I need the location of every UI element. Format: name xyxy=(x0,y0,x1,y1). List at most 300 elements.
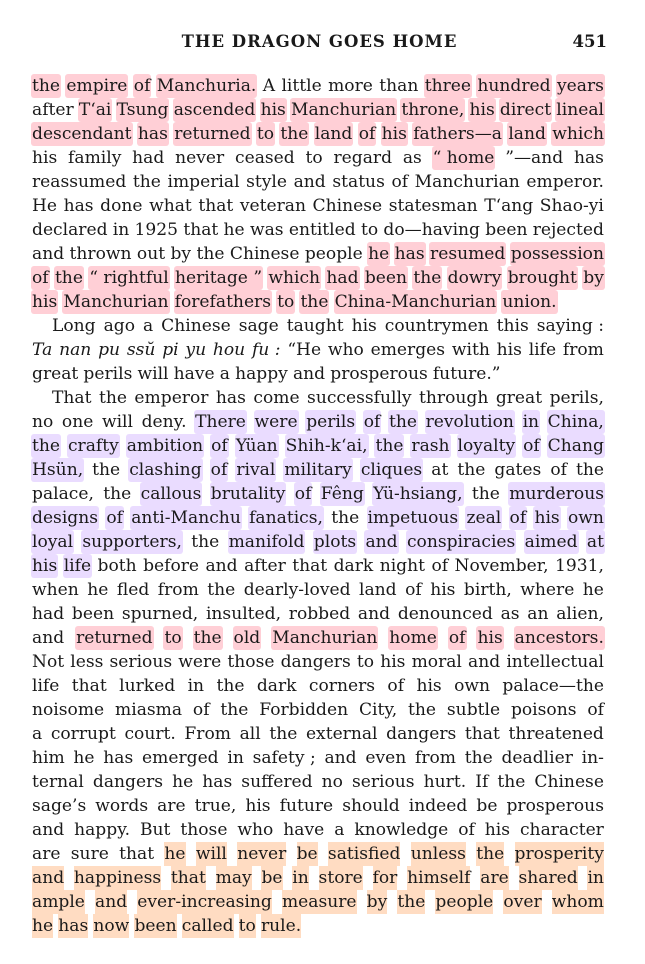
highlighted-word: loyalty xyxy=(457,436,516,456)
highlighted-word: forefathers xyxy=(174,292,272,312)
word: sage’s xyxy=(32,796,87,816)
highlighted-word: his xyxy=(381,124,407,144)
highlighted-word: store xyxy=(318,868,363,888)
text-line xyxy=(32,194,604,218)
word: spurned, xyxy=(121,604,199,624)
highlighted-word: Manchurian xyxy=(291,100,397,120)
highlighted-word: descendant xyxy=(32,124,132,144)
word: ceased xyxy=(235,148,295,168)
word: his xyxy=(32,148,58,168)
highlighted-word: whom xyxy=(551,892,604,912)
word: Chinese xyxy=(229,244,300,264)
text-line xyxy=(32,842,604,866)
highlighted-word: been xyxy=(364,268,408,288)
highlighted-word: prosperity xyxy=(514,844,604,864)
highlighted-word: lineal xyxy=(556,100,604,120)
word: and xyxy=(32,820,65,840)
word: palace—the xyxy=(502,676,604,696)
text-line xyxy=(32,146,604,170)
text-line xyxy=(32,170,604,194)
highlighted-word: conspiracies xyxy=(406,532,516,552)
word: imperial xyxy=(167,172,240,192)
word: Ta xyxy=(32,340,53,360)
word: and xyxy=(293,172,326,192)
text-line xyxy=(32,458,604,482)
word: That xyxy=(52,388,92,408)
highlighted-word: ever-increasing xyxy=(137,892,272,912)
highlighted-word: of xyxy=(523,436,540,456)
word: after xyxy=(244,556,286,576)
word: all xyxy=(239,724,261,744)
highlighted-word: be xyxy=(296,844,318,864)
word: emperor. xyxy=(526,172,604,192)
word: happy xyxy=(235,364,288,384)
word: City, xyxy=(358,700,398,720)
word: as xyxy=(402,148,422,168)
word: that xyxy=(292,556,328,576)
word: T‘ang xyxy=(484,196,534,216)
word: words xyxy=(95,796,149,816)
body-text xyxy=(32,74,604,938)
word: future.” xyxy=(432,364,501,384)
highlighted-word: home xyxy=(389,628,437,648)
highlighted-word: Hsün, xyxy=(32,460,84,480)
word: ssŭ xyxy=(126,340,156,360)
word: both xyxy=(97,556,137,576)
word: the xyxy=(216,676,245,696)
highlighted-word: empire xyxy=(66,76,128,96)
text-line xyxy=(32,362,604,386)
word: the xyxy=(457,460,486,480)
highlighted-word: of xyxy=(294,484,312,504)
highlighted-word: supporters, xyxy=(82,532,182,552)
highlighted-word: and xyxy=(365,532,398,552)
word: birth, xyxy=(463,580,512,600)
word: out xyxy=(136,244,166,264)
word: pu xyxy=(98,340,121,360)
highlighted-word: resumed xyxy=(430,244,506,264)
word: happy. xyxy=(74,820,131,840)
highlighted-word: in xyxy=(587,868,604,888)
highlighted-word: perils xyxy=(306,412,356,432)
word: are xyxy=(157,796,186,816)
highlighted-word: Fêng xyxy=(320,484,364,504)
word: was xyxy=(249,220,284,240)
word: taught xyxy=(286,316,344,336)
highlighted-word: are xyxy=(480,868,509,888)
word: rejected xyxy=(532,220,604,240)
word: where xyxy=(520,580,575,600)
word: the xyxy=(132,172,161,192)
word: of xyxy=(192,700,210,720)
highlighted-word: to xyxy=(277,292,295,312)
word: suffered xyxy=(241,772,313,792)
word: those xyxy=(227,652,275,672)
word: prosperous xyxy=(330,364,428,384)
word: this xyxy=(496,316,529,336)
word: poisons xyxy=(510,700,577,720)
word: serious xyxy=(351,772,415,792)
highlighted-word: his xyxy=(534,508,560,528)
highlighted-word: fanatics, xyxy=(249,508,323,528)
word: He xyxy=(32,196,58,216)
word: saying : xyxy=(536,316,604,336)
word: who xyxy=(237,820,274,840)
word: If xyxy=(475,772,489,792)
highlighted-word: ambition xyxy=(126,436,204,456)
word: moral xyxy=(411,652,462,672)
word: in xyxy=(187,676,205,696)
word: the xyxy=(408,700,437,720)
running-title: THE DRAGON GOES HOME xyxy=(181,32,458,51)
highlighted-word: to xyxy=(164,628,182,648)
highlighted-word: and xyxy=(95,892,128,912)
word: he xyxy=(87,580,109,600)
highlighted-word: will xyxy=(195,844,227,864)
page-header xyxy=(32,28,607,60)
word: deadlier xyxy=(501,748,573,768)
highlighted-word: of xyxy=(133,76,151,96)
highlighted-word: ample xyxy=(32,892,85,912)
word: are xyxy=(32,844,61,864)
word: lurked xyxy=(119,676,176,696)
highlighted-word: of xyxy=(211,436,228,456)
word: 1931, xyxy=(554,556,604,576)
word: prosperous xyxy=(506,796,604,816)
word: perils, xyxy=(549,388,604,408)
highlighted-word: crafty xyxy=(67,436,119,456)
highlighted-word: his xyxy=(32,292,58,312)
highlighted-word: been xyxy=(134,916,177,936)
text-line xyxy=(32,890,604,914)
highlighted-word: land xyxy=(314,124,353,144)
highlighted-word: three xyxy=(424,76,472,96)
word: and xyxy=(32,244,65,264)
text-line xyxy=(32,482,604,506)
text-line xyxy=(32,314,604,338)
highlighted-word: callous xyxy=(140,484,202,504)
highlighted-word: the xyxy=(413,268,442,288)
text-line xyxy=(32,650,604,674)
highlighted-word: the xyxy=(476,844,505,864)
word: the xyxy=(575,460,604,480)
word: and xyxy=(32,628,65,648)
highlighted-word: life xyxy=(63,556,92,576)
word: has xyxy=(103,748,134,768)
word: a xyxy=(142,316,154,336)
word: yu xyxy=(185,340,207,360)
highlighted-word: the xyxy=(280,124,309,144)
highlighted-word: he xyxy=(32,916,54,936)
word: the xyxy=(497,772,526,792)
word: the xyxy=(98,388,127,408)
text-line xyxy=(32,218,604,242)
word: November, xyxy=(454,556,549,576)
word: that xyxy=(183,220,219,240)
word: status xyxy=(332,172,385,192)
word: Not xyxy=(32,652,65,672)
highlighted-word: people xyxy=(435,892,494,912)
highlighted-word: union. xyxy=(502,292,557,312)
word: and xyxy=(324,748,357,768)
word: should xyxy=(342,796,400,816)
word: the xyxy=(464,748,493,768)
highlighted-word: rival xyxy=(236,460,276,480)
highlighted-word: called xyxy=(181,916,234,936)
highlighted-word: clashing xyxy=(129,460,202,480)
word: veteran xyxy=(239,196,306,216)
highlighted-word: own xyxy=(567,508,604,528)
highlighted-word: by xyxy=(583,268,604,288)
highlighted-word: land xyxy=(508,124,546,144)
highlighted-word: and xyxy=(32,868,65,888)
highlighted-word: the xyxy=(388,412,417,432)
word: nan xyxy=(59,340,92,360)
text-line xyxy=(32,578,604,602)
word: that xyxy=(198,196,234,216)
word: night xyxy=(379,556,425,576)
word: has xyxy=(202,772,233,792)
highlighted-word: to xyxy=(256,124,275,144)
highlighted-word: China, xyxy=(547,412,604,432)
highlighted-word: which xyxy=(268,268,321,288)
word: never xyxy=(175,148,225,168)
word: dark xyxy=(256,676,297,696)
word: successfully xyxy=(307,388,412,408)
word: and xyxy=(357,604,391,624)
text-line xyxy=(32,410,604,434)
highlighted-word: dowry xyxy=(447,268,502,288)
word: before xyxy=(143,556,200,576)
text-line xyxy=(32,674,604,698)
word: land xyxy=(359,580,397,600)
word: “He xyxy=(287,340,322,360)
highlighted-word: Yü-hsiang, xyxy=(373,484,463,504)
highlighted-word: measure xyxy=(281,892,357,912)
word: the xyxy=(331,508,360,528)
word: be xyxy=(476,796,498,816)
highlighted-word: of xyxy=(106,508,123,528)
highlighted-word: has xyxy=(394,244,425,264)
word: dearly-loved xyxy=(243,580,351,600)
word: and xyxy=(205,556,238,576)
highlighted-word: There xyxy=(195,412,246,432)
word: corrupt xyxy=(50,724,116,744)
word: people xyxy=(304,244,363,264)
highlighted-word: anti-Manchu xyxy=(131,508,241,528)
text-line xyxy=(32,770,604,794)
highlighted-word: “ home xyxy=(432,148,495,168)
highlighted-word: brought xyxy=(507,268,577,288)
word: had xyxy=(132,148,165,168)
highlighted-word: his xyxy=(469,100,495,120)
word: dangers xyxy=(386,724,457,744)
highlighted-word: in xyxy=(522,412,540,432)
word: his xyxy=(430,580,456,600)
word: Chinese xyxy=(161,316,231,336)
text-line xyxy=(32,530,604,554)
word: what xyxy=(149,196,192,216)
word: of xyxy=(405,580,422,600)
word: the xyxy=(191,532,220,552)
word: will xyxy=(101,412,133,432)
word: to xyxy=(360,220,379,240)
word: in xyxy=(112,220,130,240)
highlighted-word: to xyxy=(238,916,256,936)
word: thrown xyxy=(69,244,132,264)
word: hurt. xyxy=(423,772,467,792)
word: reassumed xyxy=(32,172,127,192)
word: no xyxy=(321,772,343,792)
word: the xyxy=(471,484,500,504)
word: were xyxy=(178,652,222,672)
highlighted-word: by xyxy=(366,892,388,912)
text-line xyxy=(32,722,604,746)
word: Long xyxy=(52,316,96,336)
text-line xyxy=(32,626,604,650)
word: hou xyxy=(212,340,246,360)
word: style xyxy=(246,172,288,192)
word: character xyxy=(519,820,604,840)
highlighted-word: military xyxy=(284,460,352,480)
highlighted-word: satisfied xyxy=(327,844,401,864)
highlighted-word: at xyxy=(586,532,604,552)
highlighted-word: loyal xyxy=(32,532,74,552)
highlighted-word: ascended xyxy=(173,100,256,120)
word: true, xyxy=(194,796,237,816)
highlighted-word: fathers—a xyxy=(413,124,502,144)
word: and xyxy=(468,652,501,672)
highlighted-word: Manchuria. xyxy=(156,76,257,96)
word: done xyxy=(100,196,143,216)
highlighted-word: impetuous xyxy=(367,508,459,528)
word: declared xyxy=(32,220,108,240)
word: sage xyxy=(238,316,279,336)
word: of xyxy=(587,700,604,720)
word: dangers xyxy=(280,652,351,672)
word: Forbidden xyxy=(259,700,349,720)
highlighted-word: of xyxy=(448,628,466,648)
highlighted-word: has xyxy=(58,916,89,936)
word: have xyxy=(173,364,215,384)
highlighted-word: in xyxy=(292,868,309,888)
highlighted-word: of xyxy=(32,268,49,288)
highlighted-word: that xyxy=(170,868,206,888)
word: little xyxy=(281,76,322,96)
text-line xyxy=(32,74,604,98)
word: robbed xyxy=(288,604,351,624)
word: those xyxy=(180,820,228,840)
highlighted-word: old xyxy=(233,628,261,648)
word: noisome xyxy=(32,700,105,720)
word: his xyxy=(380,652,406,672)
word: been xyxy=(71,604,115,624)
word: knowledge xyxy=(354,820,449,840)
highlighted-word: T‘ai xyxy=(78,100,112,120)
text-line xyxy=(32,602,604,626)
word: intellectual xyxy=(506,652,604,672)
word: after xyxy=(32,100,74,120)
highlighted-word: designs xyxy=(32,508,99,528)
highlighted-word: direct xyxy=(499,100,552,120)
highlighted-word: of xyxy=(363,412,381,432)
word: palace, xyxy=(32,484,94,504)
word: future xyxy=(279,796,334,816)
word: the xyxy=(220,700,249,720)
text-line xyxy=(32,242,604,266)
word: has xyxy=(573,148,604,168)
word: Chinese xyxy=(312,196,383,216)
highlighted-word: now xyxy=(93,916,130,936)
word: emperor xyxy=(134,388,209,408)
word: But xyxy=(139,820,171,840)
highlighted-word: Chang xyxy=(547,436,604,456)
word: the xyxy=(92,460,121,480)
text-line xyxy=(32,434,604,458)
highlighted-word: possession xyxy=(510,244,604,264)
word: a xyxy=(219,364,230,384)
word: ago xyxy=(103,316,136,336)
highlighted-word: throne, xyxy=(401,100,465,120)
word: denounced xyxy=(397,604,493,624)
highlighted-word: rule. xyxy=(260,916,302,936)
highlighted-word: of xyxy=(509,508,527,528)
highlighted-word: his xyxy=(477,628,503,648)
word: no xyxy=(32,412,54,432)
word: that xyxy=(464,724,500,744)
highlighted-word: of xyxy=(210,460,228,480)
word: great xyxy=(32,364,79,384)
text-line xyxy=(32,266,604,290)
word: have xyxy=(283,820,325,840)
highlighted-word: the xyxy=(375,436,404,456)
word: insulted, xyxy=(205,604,282,624)
highlighted-word: heritage ” xyxy=(175,268,263,288)
word: come xyxy=(253,388,300,408)
word: of xyxy=(387,676,405,696)
highlighted-word: his xyxy=(32,556,58,576)
text-line xyxy=(32,122,604,146)
word: of xyxy=(391,172,409,192)
word: an xyxy=(527,604,549,624)
text-line xyxy=(32,338,604,362)
word: of xyxy=(458,820,475,840)
highlighted-word: has xyxy=(137,124,168,144)
word: Manchurian xyxy=(414,172,520,192)
word: even xyxy=(365,748,407,768)
word: ternal xyxy=(32,772,84,792)
highlighted-word: murderous xyxy=(509,484,604,504)
highlighted-word: over xyxy=(503,892,542,912)
word: emerged xyxy=(142,748,219,768)
word: in xyxy=(227,748,244,768)
text-line xyxy=(32,794,604,818)
word: do—having xyxy=(383,220,480,240)
word: of xyxy=(550,460,567,480)
word: from xyxy=(562,340,604,360)
word: the xyxy=(207,580,236,600)
word: the xyxy=(196,244,225,264)
word: that xyxy=(71,676,107,696)
word: Shao-yi xyxy=(539,196,604,216)
word: pi xyxy=(162,340,179,360)
word: sure xyxy=(70,844,109,864)
highlighted-word: China-Manchurian xyxy=(334,292,497,312)
word: he xyxy=(172,772,194,792)
word: in- xyxy=(581,748,604,768)
word: indeed xyxy=(408,796,468,816)
word: ”—and xyxy=(505,148,564,168)
